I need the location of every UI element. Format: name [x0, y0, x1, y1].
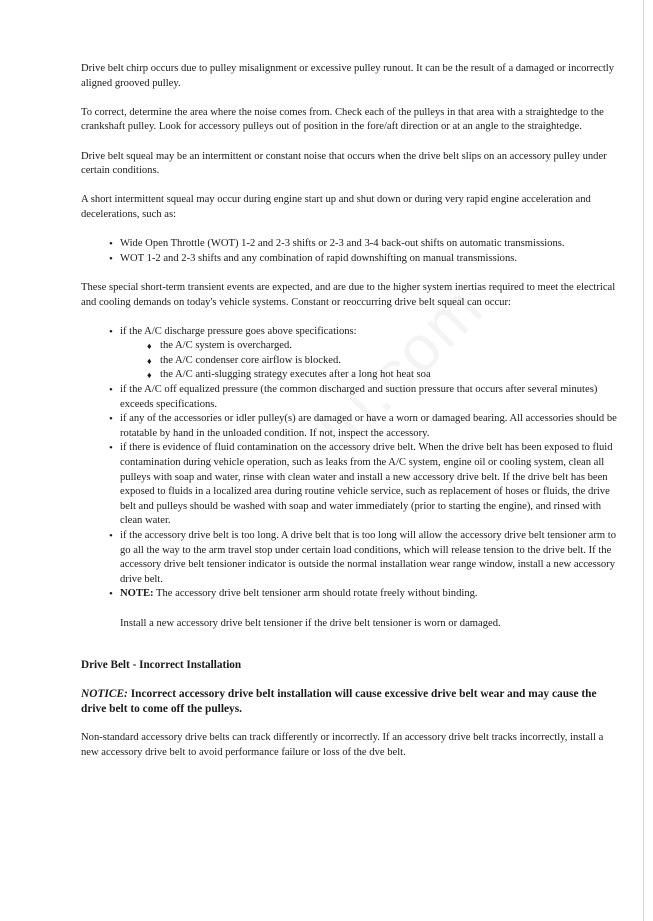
list-item: • if the A/C off equalized pressure (the common discharged and suction pressure that occurs after several minutes) exceeds specifications. — [120, 383, 621, 412]
paragraph-intermittent: A short intermittent squeal may occur during engine start up and shut down or during very rapid engine acceleration and decelerations, such as: — [81, 194, 591, 220]
list-item: • if any of the accessories or idler pulley(s) are damaged or have a worn or damaged bearing. All accessories should be rotatable by hand in the unloaded condition. If not, inspect the accessory. — [120, 412, 621, 441]
paragraph-correct: To correct, determine the area where the noise comes from. Check each of the pulleys in that area with a straightedge to the crankshaft pulley. Look for accessory pulleys out of position in the fore/aft direction or at an angle to the straightedge. — [81, 106, 604, 133]
section-heading: Drive Belt - Incorrect Installation — [81, 659, 242, 672]
note-follow-text: Install a new accessory drive belt tensioner if the drive belt tensioner is worn or damaged. — [120, 617, 501, 629]
sub-list-item: ♦ the A/C anti-slugging strategy executes after a long hot heat soa — [160, 368, 621, 383]
list-item — [120, 325, 621, 383]
sub-list-item: ♦ the A/C condenser core airflow is blocked. — [160, 354, 621, 369]
squeal-causes-list — [81, 325, 621, 631]
list-item: • if there is evidence of fluid contamination on the accessory drive belt. When the drive belt has been exposed to fluid contamination during vehicle operation, such as leaks from the A/C system, engine oil or cooling system, clean all pulleys with soap and water, rinse with clean water and install a new accessory drive belt. If the drive belt has been exposed to fluids in a localized area during routine vehicle service, such as replacement of hoses or fluids, the drive belt and pulleys should be washed with soap and water immediately (prior to starting the engine), and rinsed with clean water. — [120, 441, 621, 529]
list-item: • if the accessory drive belt is too long. A drive belt that is too long will allow the accessory drive belt tensioner arm to go all the way to the arm travel stop under certain load conditions, which will release tension to the drive belt. If the accessory drive belt tensioner indicator is outside the normal installation wear range window, install a new accessory drive belt. — [120, 529, 621, 587]
notice-text: Incorrect accessory drive belt installation will cause excessive drive belt wear and may cause the drive belt to come off the pulleys. — [81, 687, 597, 715]
list-item: • Wide Open Throttle (WOT) 1-2 and 2-3 shifts or 2-3 and 3-4 back-out shifts on automatic transmissions. — [120, 237, 621, 252]
list-item-text: if the A/C discharge pressure goes above specifications: — [120, 325, 357, 337]
transient-events-list — [81, 237, 621, 266]
notice-paragraph — [81, 687, 621, 717]
note-text: The accessory drive belt tensioner arm should rotate freely without binding. — [153, 588, 478, 600]
document-body — [81, 62, 621, 775]
list-item: • WOT 1-2 and 2-3 shifts and any combination of rapid downshifting on manual transmissions. — [120, 252, 621, 267]
notice-label: NOTICE: — [81, 687, 128, 700]
sub-list — [120, 339, 621, 383]
sub-list-item: ♦ the A/C system is overcharged. — [160, 339, 621, 354]
list-item-note — [120, 587, 621, 631]
paragraph-chirp: Drive belt chirp occurs due to pulley misalignment or excessive pulley runout. It can be the result of a damaged or incorrectly aligned grooved pulley. — [81, 63, 615, 89]
paragraph-transient: These special short-term transient events are expected, and are due to the higher system inertias required to meet the electrical and cooling demands on today's vehicle systems. Constant or reoccurring drive belt squeal can occur: — [81, 281, 616, 308]
paragraph-squeal: Drive belt squeal may be an intermittent or constant noise that occurs when the drive belt slips on an accessory pulley under certain conditions. — [81, 150, 607, 177]
paragraph-non-standard: Non-standard accessory drive belts can track differently or incorrectly. If an accessory drive belt tracks incorrectly, install a new accessory drive belt to avoid performance failure or loss of the dve belt. — [81, 732, 604, 758]
note-label: NOTE: — [120, 588, 154, 600]
